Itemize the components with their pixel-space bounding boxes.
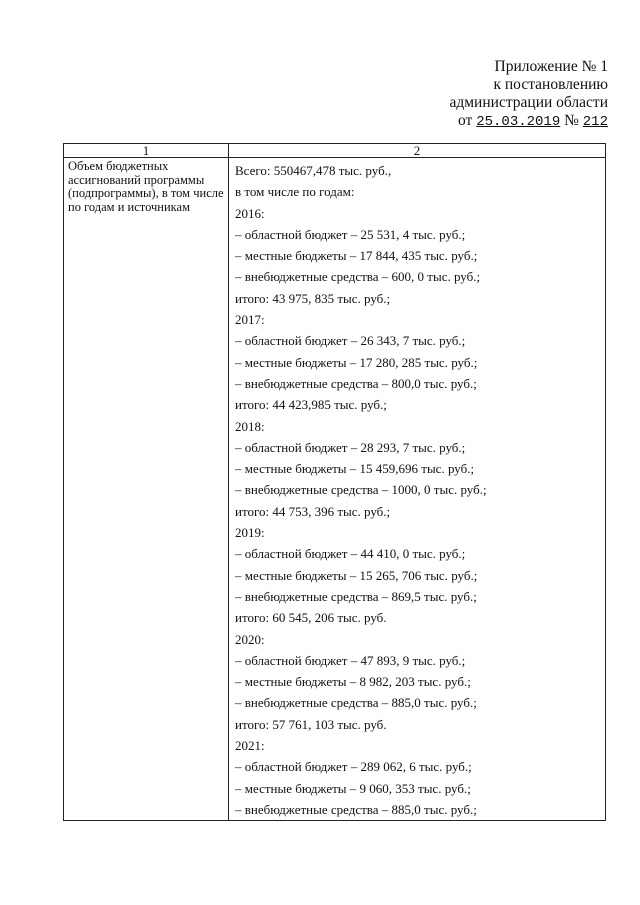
budget-line: – областной бюджет – 25 531, 4 тыс. руб.; [235,226,466,242]
column-1-header: 1 [64,144,229,158]
appendix-header [449,58,608,131]
resolution-date: 25.03.2019 [476,114,561,130]
budget-line: – внебюджетные средства – 600, 0 тыс. руб.; [235,269,481,285]
column-2-header: 2 [229,144,606,158]
table-header-row [64,144,606,158]
year-label: 2016: [235,205,265,221]
year-total: итого: 44 753, 396 тыс. руб.; [235,503,391,519]
budget-line: – внебюджетные средства – 869,5 тыс. руб.; [235,588,477,604]
budget-line: – областной бюджет – 289 062, 6 тыс. руб.; [235,759,472,775]
budget-line: – местные бюджеты – 15 265, 706 тыс. руб.; [235,567,478,583]
budget-line: – внебюджетные средства – 885,0 тыс. руб.; [235,801,477,817]
budget-line: – местные бюджеты – 9 060, 353 тыс. руб.; [235,780,471,796]
year-label: 2019: [235,525,265,541]
year-total: итого: 44 423,985 тыс. руб.; [235,397,387,413]
resolution-number: 212 [582,114,608,130]
budget-line: – внебюджетные средства – 1000, 0 тыс. руб.; [235,482,487,498]
year-label: 2018: [235,418,265,434]
budget-description: Объем бюджетных ассигнований программы (подпрограммы), в том числе по годам и источникам [64,158,229,821]
budget-table [63,143,606,821]
number-label: № [564,112,579,129]
budget-total: Всего: 550467,478 тыс. руб., [235,163,392,178]
budget-line: в том числе по годам: [235,184,355,200]
table-row [64,158,606,821]
budget-line: – местные бюджеты – 17 280, 285 тыс. руб.; [235,354,478,370]
appendix-subtitle: к постановлению [493,76,608,93]
year-label: 2017: [235,312,265,328]
year-total: итого: 60 545, 206 тыс. руб. [235,610,387,626]
budget-line: – внебюджетные средства – 885,0 тыс. руб.; [235,695,477,711]
budget-line: – областной бюджет – 26 343, 7 тыс. руб.; [235,333,466,349]
budget-line: – внебюджетные средства – 800,0 тыс. руб.; [235,375,477,391]
budget-line: – областной бюджет – 44 410, 0 тыс. руб.; [235,546,466,562]
year-total: итого: 43 975, 835 тыс. руб.; [235,290,391,306]
appendix-title: Приложение № 1 [494,58,608,75]
budget-line: – местные бюджеты – 17 844, 435 тыс. руб.; [235,248,478,264]
appendix-authority: администрации области [449,94,608,111]
budget-line: – местные бюджеты – 8 982, 203 тыс. руб.; [235,674,471,690]
budget-line: – местные бюджеты – 15 459,696 тыс. руб.; [235,461,475,477]
appendix-date-line [449,112,608,131]
year-label: 2020: [235,631,265,647]
budget-line: – областной бюджет – 28 293, 7 тыс. руб.; [235,439,466,455]
budget-details [229,158,606,821]
budget-line: – областной бюджет – 47 893, 9 тыс. руб.; [235,652,466,668]
date-prefix: от [458,112,473,129]
year-label: 2021: [235,738,265,754]
year-total: итого: 57 761, 103 тыс. руб. [235,716,387,732]
